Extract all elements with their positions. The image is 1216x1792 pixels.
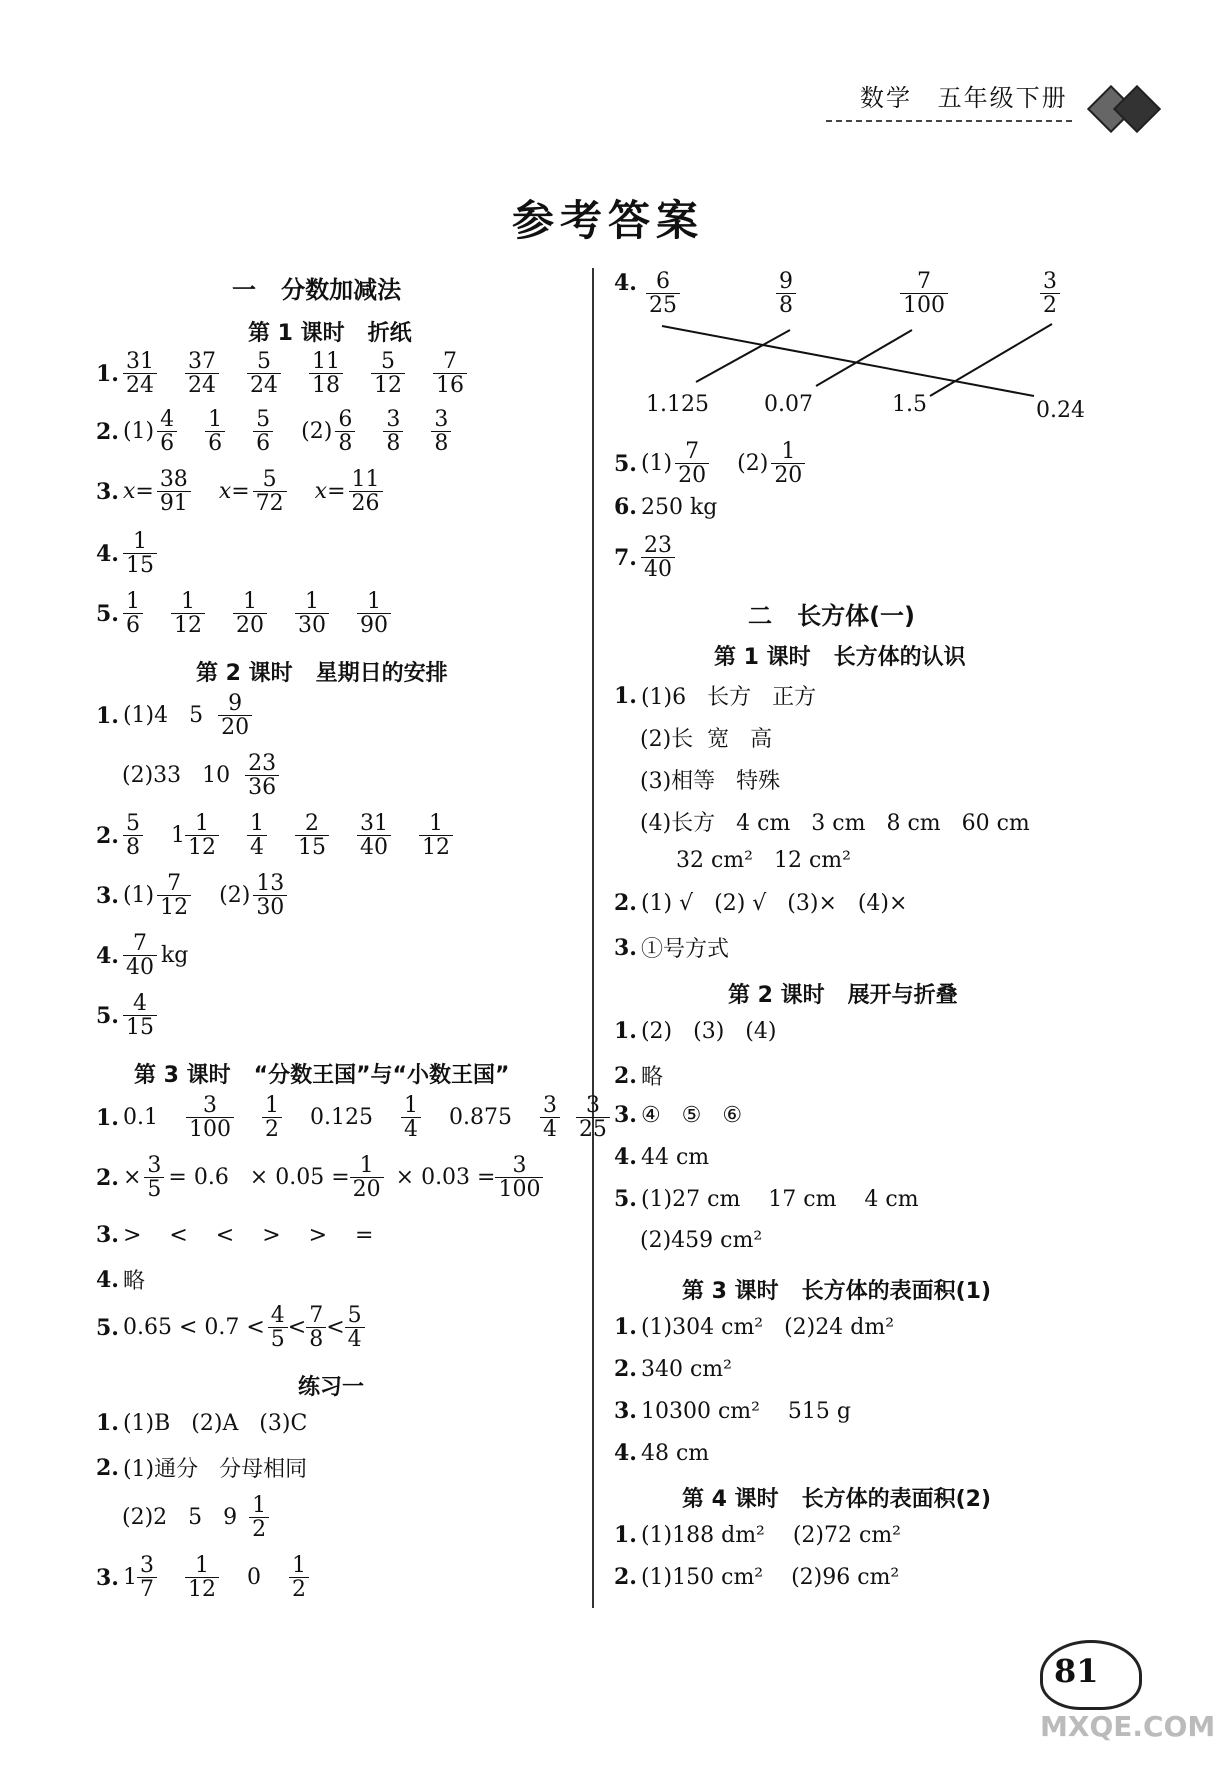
answer-line: 2. (1)150 cm² (2)96 cm² <box>614 1564 900 1590</box>
answer-line: 4. $\frac{7}{40}$ kg <box>96 931 189 981</box>
answer-line: 4. <box>614 270 637 296</box>
answer-line: 1. (1)304 cm² (2)24 dm² <box>614 1314 895 1340</box>
answer-line: 6. 250 kg <box>614 494 718 520</box>
numerator: 5 <box>256 407 271 432</box>
denominator: 20 <box>771 463 805 487</box>
numerator: 5 <box>256 349 271 374</box>
answer-line: 4. 略 <box>96 1266 145 1294</box>
denominator: 12 <box>157 895 191 919</box>
answer-line: 4. $\frac{1}{15}$ <box>96 530 157 577</box>
denominator: 6 <box>123 613 143 637</box>
answer-line: 2. × $\frac{3}{5}$ = 0.6 × 0.05 = $\frac{1}{20}$ × 0.03 = $\frac{3}{100}$ <box>96 1154 543 1201</box>
denominator: 40 <box>641 557 675 581</box>
answer-line: 5. $\frac{1}{6}$ $\frac{1}{12}$ $\frac{1}{20}$ $\frac{1}{30}$ $\frac{1}{90}$ <box>96 590 419 637</box>
denominator: 6 <box>253 431 273 455</box>
denominator: 20 <box>218 715 252 739</box>
lesson-title: 第 3 课时 “分数王国”与“小数王国” <box>134 1063 510 1088</box>
answer-line: 2. 略 <box>614 1062 663 1090</box>
denominator: 6 <box>157 431 177 455</box>
page-title: 参考答案 <box>511 196 704 245</box>
denominator: 30 <box>253 895 287 919</box>
numerator: 6 <box>338 407 353 432</box>
page-number: 81 <box>1054 1652 1099 1690</box>
numerator: 1 <box>781 439 796 464</box>
section-title: 一 分数加减法 <box>232 276 402 304</box>
denominator: 2 <box>262 1117 282 1141</box>
answer-line: 2. (1)通分 分母相同 <box>96 1454 308 1482</box>
denominator: 7 <box>137 1577 157 1601</box>
numerator: 6 <box>656 269 670 294</box>
numerator: 3 <box>1043 269 1057 294</box>
denominator: 24 <box>123 373 157 397</box>
answer-line: (4)长方 4 cm 3 cm 8 cm 60 cm <box>640 811 1030 836</box>
denominator: 12 <box>171 613 205 637</box>
numerator: 7 <box>442 349 457 374</box>
numerator: 23 <box>248 751 277 776</box>
answer-line: (2)33 10 $\frac{23}{36}$ <box>122 752 279 799</box>
numerator: 5 <box>347 1303 362 1328</box>
numerator: 1 <box>264 1093 279 1118</box>
numerator: 3 <box>585 1093 600 1118</box>
answer-line: 3. ①号方式 <box>614 934 729 962</box>
numerator: 7 <box>309 1303 324 1328</box>
lesson-title: 第 2 课时 星期日的安排 <box>196 661 448 686</box>
denominator: 8 <box>335 431 355 455</box>
denominator: 20 <box>675 463 709 487</box>
answer-line: 3. > < < > > = <box>96 1222 374 1248</box>
answer-line: 2. 340 cm² <box>614 1356 732 1382</box>
numerator: 3 <box>139 1553 154 1578</box>
answer-line: 2. (1) $\frac{4}{6}$ $\frac{1}{6}$ $\frac{5}{6}$ (2) $\frac{6}{8}$ $\frac{3}{8}$ $\frac{3}{8}$ <box>96 408 479 455</box>
numerator: 4 <box>160 407 175 432</box>
numerator: 1 <box>242 589 257 614</box>
numerator: 5 <box>125 811 140 836</box>
numerator: 1 <box>249 811 264 836</box>
answer-line: (2)2 5 9 $\frac{1}{2}$ <box>122 1494 269 1541</box>
numerator: 9 <box>228 691 243 716</box>
denominator: 40 <box>357 835 391 859</box>
numerator: 1 <box>208 407 223 432</box>
numerator: 1 <box>359 1153 374 1178</box>
matching-bottom-2: 1.5 <box>892 392 927 417</box>
numerator: 3 <box>512 1153 527 1178</box>
numerator: 3 <box>434 407 449 432</box>
matching-bottom-1: 0.07 <box>764 392 813 417</box>
variable-label: x= <box>122 479 154 505</box>
denominator: 8 <box>306 1327 326 1351</box>
header-subject: 数学 <box>860 84 912 112</box>
answer-line: 2. (1) √ (2) √ (3)× (4)× <box>614 890 908 916</box>
matching-bottom-3: 0.24 <box>1036 398 1085 423</box>
denominator: 6 <box>205 431 225 455</box>
numerator: 1 <box>194 1553 209 1578</box>
lesson-title: 第 1 课时 折纸 <box>248 321 412 346</box>
denominator: 4 <box>345 1327 365 1351</box>
denominator: 2 <box>289 1577 309 1601</box>
denominator: 24 <box>247 373 281 397</box>
answer-line: 3. ④ ⑤ ⑥ <box>614 1102 743 1128</box>
answer-line: 3. 10300 cm² 515 g <box>614 1398 851 1424</box>
denominator: 30 <box>295 613 329 637</box>
denominator: 72 <box>253 491 287 515</box>
numerator: 1 <box>132 529 147 554</box>
denominator: 12 <box>371 373 405 397</box>
answer-line: 1. (1)6 长方 正方 <box>614 682 817 710</box>
numerator: 13 <box>256 871 285 896</box>
answer-line: 1. (2) (3) (4) <box>614 1018 777 1044</box>
denominator: 2 <box>1040 293 1060 317</box>
numerator: 1 <box>366 589 381 614</box>
denominator: 25 <box>576 1117 610 1141</box>
answer-line: 5. (1) $\frac{7}{20}$ (2) $\frac{1}{20}$ <box>614 440 805 487</box>
numerator: 9 <box>779 269 793 294</box>
denominator: 4 <box>540 1117 560 1141</box>
numerator: 1 <box>180 589 195 614</box>
numerator: 31 <box>359 811 388 836</box>
denominator: 20 <box>350 1177 384 1201</box>
numerator: 3 <box>542 1093 557 1118</box>
denominator: 26 <box>349 491 383 515</box>
numerator: 1 <box>304 589 319 614</box>
numerator: 31 <box>125 349 154 374</box>
numerator: 7 <box>917 269 931 294</box>
answer-line: 4. 48 cm <box>614 1440 710 1466</box>
numerator: 38 <box>159 467 188 492</box>
fraction <box>771 440 805 487</box>
denominator: 15 <box>295 835 329 859</box>
denominator: 4 <box>247 835 267 859</box>
matching-bottom-0: 1.125 <box>646 392 709 417</box>
denominator: 8 <box>776 293 796 317</box>
denominator: 36 <box>245 775 279 799</box>
denominator: 91 <box>157 491 191 515</box>
variable-label: x= <box>218 479 250 505</box>
denominator: 5 <box>268 1327 288 1351</box>
answer-line: 1. (1)188 dm² (2)72 cm² <box>614 1522 902 1548</box>
numerator: 1 <box>194 811 209 836</box>
denominator: 15 <box>123 1015 157 1039</box>
numerator: 3 <box>202 1093 217 1118</box>
answer-line: 5. $\frac{4}{15}$ <box>96 992 157 1039</box>
numerator: 5 <box>380 349 395 374</box>
denominator: 12 <box>419 835 453 859</box>
denominator: 100 <box>900 293 948 317</box>
answer-line: 3. 1 $\frac{3}{7}$ $\frac{1}{12}$ 0 $\frac{1}{2}$ <box>96 1554 309 1601</box>
answer-line: 1. 0.1 $\frac{3}{100}$ $\frac{1}{2}$ 0.125 $\frac{1}{4}$ 0.875 $\frac{3}{4}$ $\frac{3}{25}$ <box>96 1094 610 1141</box>
variable-label: x= <box>314 479 346 505</box>
answer-line: 7. $\frac{23}{40}$ <box>614 534 675 581</box>
answer-line: (2)长 宽 高 <box>640 727 773 752</box>
answer-line: 2. $\frac{5}{8}$ 1 $\frac{1}{12}$ $\frac{1}{4}$ $\frac{2}{15}$ $\frac{31}{40}$ $\frac{1}{12}$ <box>96 812 481 859</box>
practice-title: 练习一 <box>298 1375 365 1400</box>
numerator: 11 <box>351 467 380 492</box>
denominator: 40 <box>123 955 157 979</box>
numerator: 1 <box>403 1093 418 1118</box>
denominator: 12 <box>185 835 219 859</box>
lesson-title: 第 2 课时 展开与折叠 <box>728 983 958 1008</box>
numerator: 1 <box>291 1553 306 1578</box>
fraction <box>641 534 675 581</box>
answer-line: 3. (1) $\frac{7}{12}$ (2) $\frac{13}{30}$ <box>96 872 287 919</box>
denominator: 16 <box>433 373 467 397</box>
numerator: 4 <box>132 991 147 1016</box>
numerator: 3 <box>386 407 401 432</box>
numerator: 1 <box>125 589 140 614</box>
lesson-title: 第 1 课时 长方体的认识 <box>714 645 966 670</box>
answer-line: (2)459 cm² <box>640 1228 763 1253</box>
answer-line: 1. (1)B (2)A (3)C <box>96 1410 308 1436</box>
denominator: 12 <box>185 1577 219 1601</box>
section-title: 二 长方体(一) <box>748 602 916 630</box>
fraction <box>771 440 805 487</box>
numerator: 11 <box>311 349 340 374</box>
header-grade: 五年级下册 <box>937 84 1068 112</box>
denominator: 8 <box>383 431 403 455</box>
answer-line: 32 cm² 12 cm² <box>676 848 851 873</box>
denominator: 15 <box>123 553 157 577</box>
fraction <box>675 440 709 487</box>
denominator: 8 <box>123 835 143 859</box>
fraction <box>675 440 709 487</box>
denominator: 2 <box>249 1517 269 1541</box>
denominator: 100 <box>186 1117 234 1141</box>
answer-line: 4. 44 cm <box>614 1144 710 1170</box>
answer-line: 5. 0.65 < 0.7 < $\frac{4}{5}$ < $\frac{7}{8}$ < $\frac{5}{4}$ <box>96 1304 365 1351</box>
answer-line: 1. $\frac{31}{24}$ $\frac{37}{24}$ $\frac{5}{24}$ $\frac{11}{18}$ $\frac{5}{12}$ $\frac{7}{16}$ <box>96 350 495 397</box>
numerator: 1 <box>428 811 443 836</box>
fraction <box>641 534 675 581</box>
numerator: 3 <box>147 1153 162 1178</box>
numerator: 4 <box>270 1303 285 1328</box>
match-line <box>696 330 790 382</box>
lesson-title: 第 3 课时 长方体的表面积(1) <box>682 1279 992 1304</box>
answer-line: 3. x= $\frac{38}{91}$ x= $\frac{5}{72}$ x= $\frac{11}{26}$ <box>96 468 411 515</box>
denominator: 20 <box>233 613 267 637</box>
match-line <box>662 326 1034 396</box>
answer-line: 1. (1)4 5 $\frac{9}{20}$ <box>96 692 252 739</box>
denominator: 25 <box>646 293 680 317</box>
numerator: 5 <box>262 467 277 492</box>
numerator: 7 <box>167 871 182 896</box>
denominator: 100 <box>495 1177 543 1201</box>
numerator: 23 <box>643 533 672 558</box>
lesson-title: 第 4 课时 长方体的表面积(2) <box>682 1487 992 1512</box>
numerator: 37 <box>187 349 216 374</box>
answer-line: (3)相等 特殊 <box>640 769 781 794</box>
numerator: 2 <box>304 811 319 836</box>
denominator: 24 <box>185 373 219 397</box>
numerator: 7 <box>132 931 147 956</box>
match-line <box>930 324 1052 396</box>
denominator: 18 <box>309 373 343 397</box>
denominator: 4 <box>401 1117 421 1141</box>
answer-line: 5. (1)27 cm 17 cm 4 cm <box>614 1186 919 1212</box>
numerator: 7 <box>685 439 700 464</box>
denominator: 5 <box>144 1177 164 1201</box>
denominator: 90 <box>357 613 391 637</box>
numerator: 1 <box>252 1493 267 1518</box>
denominator: 8 <box>431 431 451 455</box>
watermark: MXQE.COM <box>1040 1710 1216 1743</box>
